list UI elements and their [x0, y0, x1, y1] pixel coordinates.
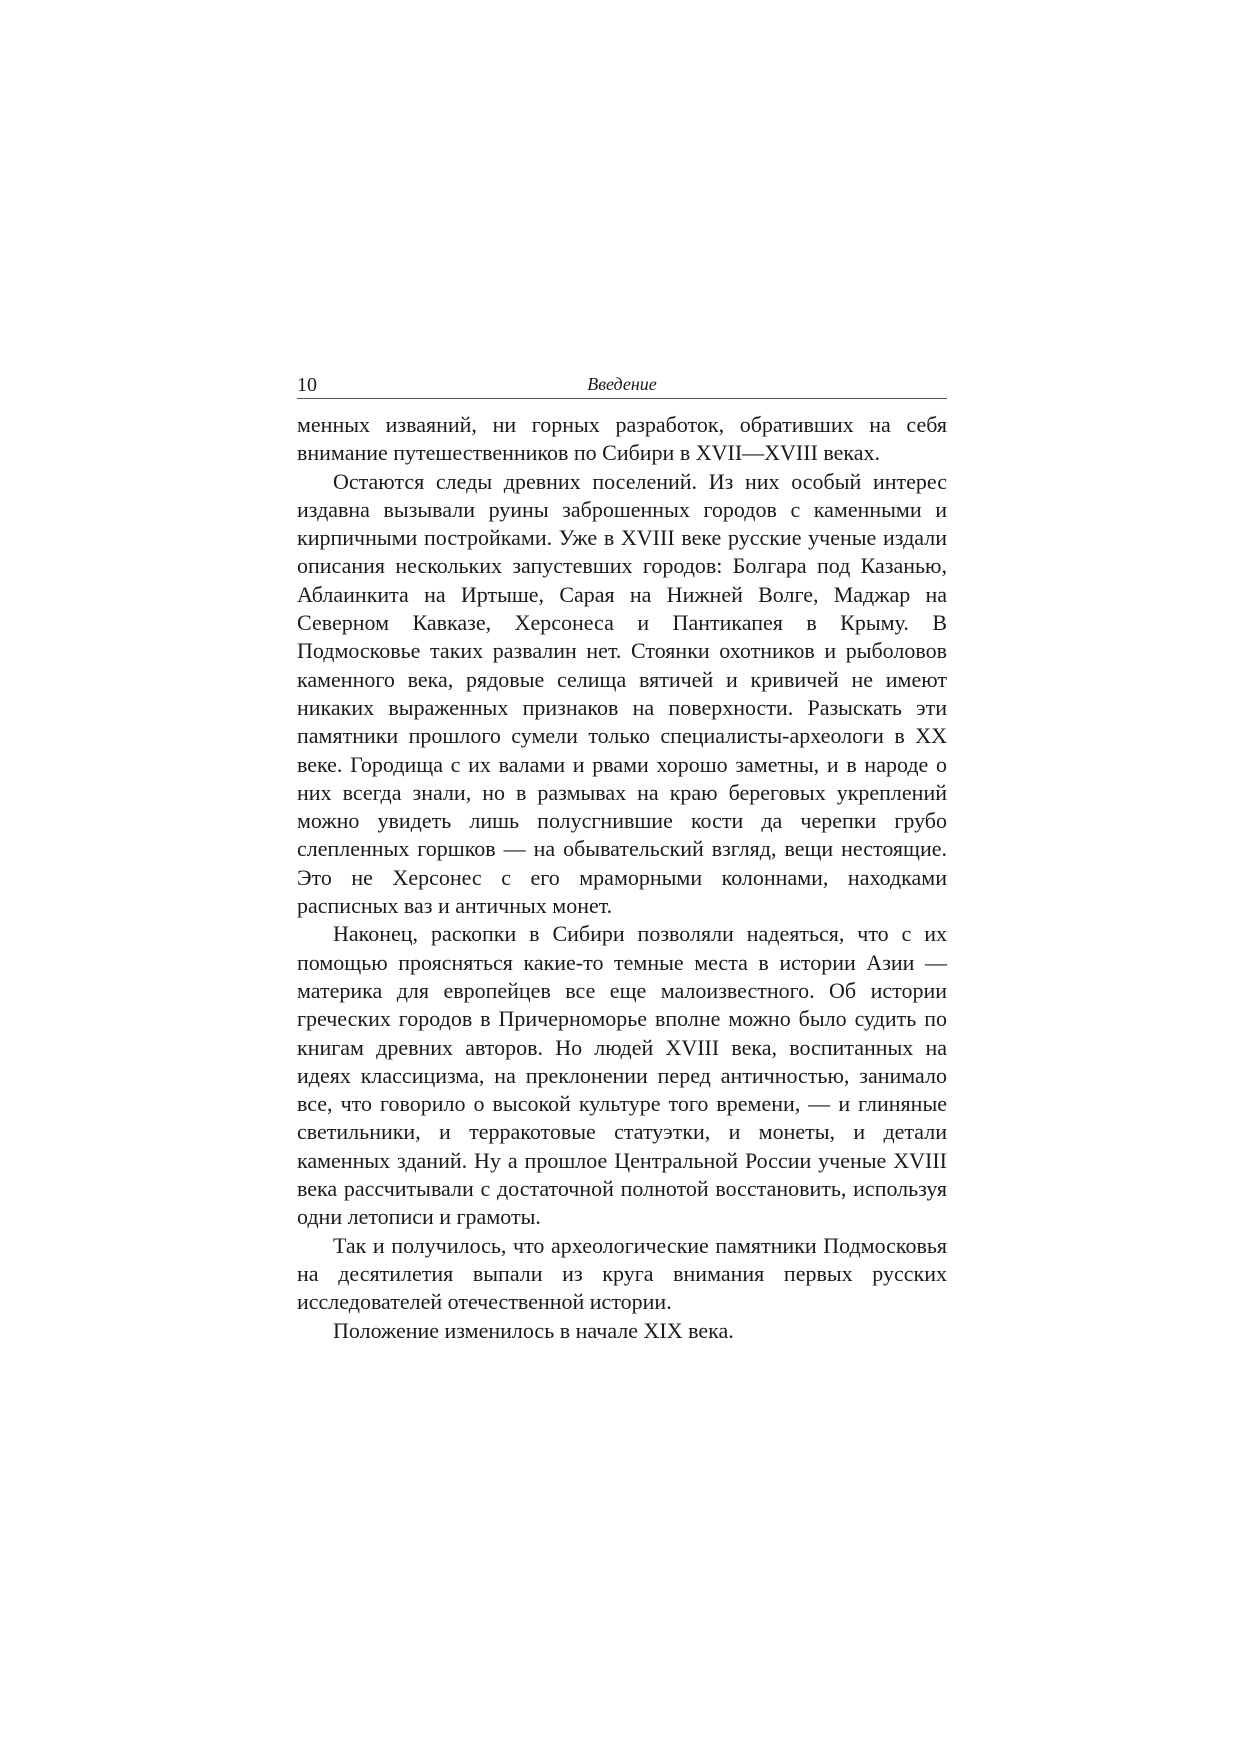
paragraph: Наконец, раскопки в Сибири позволяли надеяться, что с их помощью проясняться какие-то темные места в истории Азии — материка для европейцев все еще малоизвестного. Об истории греческих городов в Причерноморье вполне можно было судить по книгам древних авторов. Но людей XVIII века, воспитанных на идеях классицизма, на преклонении перед античностью, занимало все, что говорило о высокой культуре того времени, — и глиняные светильники, и терракотовые статуэтки, и монеты, и детали каменных зданий. Ну а прошлое Центральной России ученые XVIII века рассчитывали с достаточной полнотой восстановить, используя одни летописи и грамоты. — [297, 921, 947, 1230]
section-title: Введение — [587, 374, 657, 394]
body-text — [297, 411, 947, 1345]
book-page — [297, 370, 947, 1345]
page-number: 10 — [297, 374, 317, 396]
paragraph: Так и получилось, что археологические памятники Подмосковья на десятилетия выпали из круга внимания первых русских исследователей отечественной истории. — [297, 1232, 947, 1315]
paragraph: Положение изменилось в начале XIX века. — [333, 1317, 734, 1343]
paragraph-continuation: менных изваяний, ни горных разработок, обративших на себя внимание путешественников по Сибири в XVII—XVIII веках. — [297, 412, 947, 466]
paragraph: Остаются следы древних поселений. Из них особый интерес издавна вызывали руины заброшенных городов с каменными и кирпичными постройками. Уже в XVIII веке русские ученые издали описания нескольких запустевших городов: Болгара под Казанью, Аблаинкита на Иртыше, Сарая на Нижней Волге, Маджар на Северном Кавказе, Херсонеса и Пантикапея в Крыму. В Подмосковье таких развалин нет. Стоянки охотников и рыболовов каменного века, рядовые селища вятичей и кривичей не имеют никаких выраженных признаков на поверхности. Разыскать эти памятники прошлого сумели только специалисты-археологи в XX веке. Городища с их валами и рвами хорошо заметны, и в народе о них всегда знали, но в размывах на краю береговых укреплений можно увидеть лишь полусгнившие кости да черепки грубо слепленных горшков — на обывательский взгляд, вещи нестоящие. Это не Херсонес с его мраморными колоннами, находками расписных ваз и античных монет. — [297, 468, 947, 919]
running-head — [297, 370, 947, 399]
